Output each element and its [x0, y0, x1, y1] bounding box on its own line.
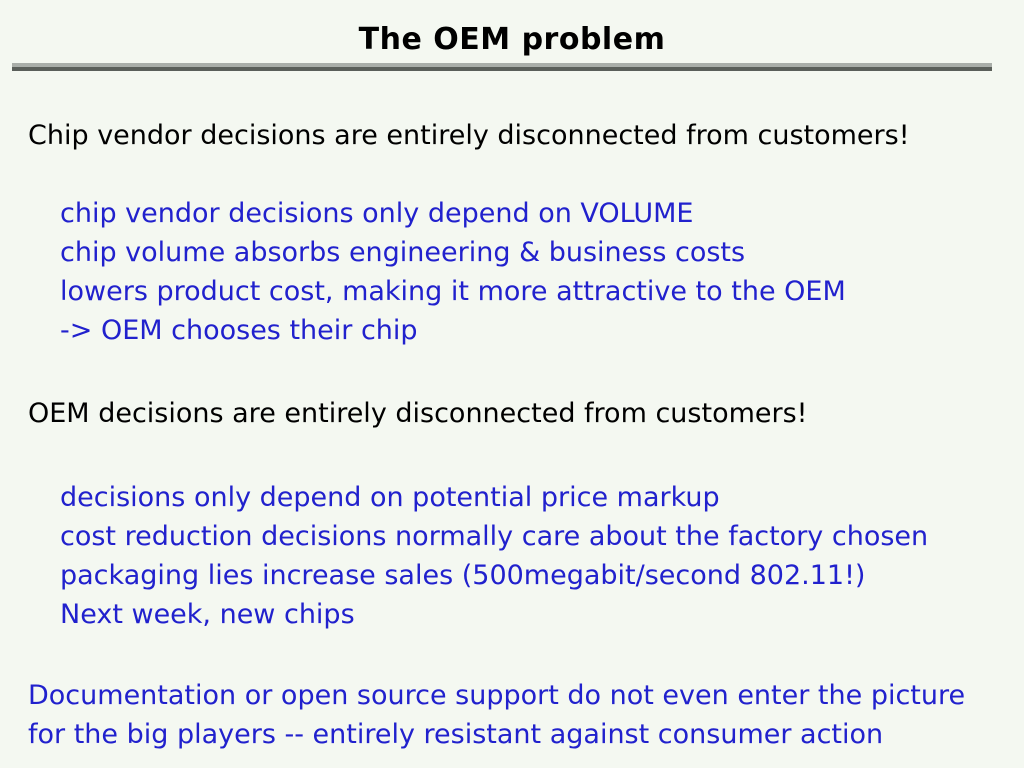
bullet-line: chip vendor decisions only depend on VOLUME	[60, 198, 694, 229]
closing-statement	[28, 676, 965, 754]
bullet-line: chip volume absorbs engineering & business costs	[60, 237, 746, 268]
section-chip-vendor-points	[60, 194, 846, 350]
section-oem-points	[60, 478, 928, 634]
bullet-line: -> OEM chooses their chip	[60, 315, 418, 346]
bullet-line: Next week, new chips	[60, 599, 355, 630]
bullet-line: packaging lies increase sales (500megabit/second 802.11!)	[60, 560, 866, 591]
bullet-line: lowers product cost, making it more attractive to the OEM	[60, 276, 846, 307]
section-chip-vendor-heading: Chip vendor decisions are entirely disconnected from customers!	[28, 120, 910, 151]
section-oem-heading: OEM decisions are entirely disconnected from customers!	[28, 398, 808, 429]
bullet-line: cost reduction decisions normally care about the factory chosen	[60, 521, 929, 552]
title-divider-shadow	[12, 67, 992, 71]
closing-statement-line: for the big players -- entirely resistant against consumer action	[28, 719, 884, 750]
closing-statement-line: Documentation or open source support do not even enter the picture	[28, 680, 966, 711]
bullet-line: decisions only depend on potential price markup	[60, 482, 720, 513]
slide-title: The OEM problem	[358, 22, 666, 57]
title-divider	[12, 63, 992, 71]
